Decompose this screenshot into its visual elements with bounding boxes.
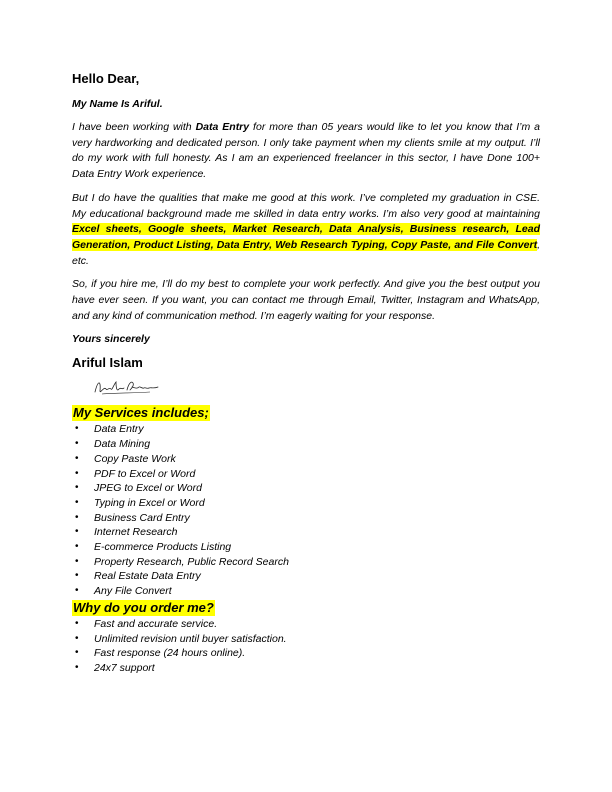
paragraph-experience (72, 120, 540, 183)
list-item (72, 481, 540, 496)
para2-before: But I do have the qualities that make me good at this work. I’ve completed my graduation in CSE. My educational background made me skilled in data entry works. I’m also very good at maintaining (72, 191, 540, 220)
services-heading: My Services includes; (73, 405, 209, 421)
paragraph-qualities (72, 191, 540, 270)
services-list (72, 422, 540, 598)
bullet-icon: • (75, 617, 79, 629)
closing: Yours sincerely (72, 333, 150, 346)
why-heading: Why do you order me? (73, 599, 214, 615)
list-item-text: Typing in Excel or Word (94, 496, 205, 509)
list-item (72, 617, 540, 632)
list-item (72, 437, 540, 452)
list-item-text: PDF to Excel or Word (94, 467, 196, 480)
skills-highlight: Excel sheets, Google sheets, Market Research, Data Analysis, Business research, Lead Generation, Product Listing, Data Entry, Web Research Typing, Copy Paste, and File Convert (72, 223, 540, 251)
list-item (72, 632, 540, 647)
list-item-text: 24x7 support (94, 661, 155, 674)
bullet-icon: • (75, 482, 79, 494)
list-item-text: Copy Paste Work (94, 452, 176, 465)
why-list (72, 617, 540, 676)
para2-after: , etc. (72, 238, 540, 267)
letter-content (72, 70, 540, 676)
list-item (72, 646, 540, 661)
list-item-text: Data Entry (94, 423, 144, 436)
paragraph-hire: So, if you hire me, I’ll do my best to complete your work perfectly. And give you the best output you have ever seen. If you want, you can contact me through Email, Twitter, Instagram and WhatsApp, and any kind of communication method. I’m eagerly waiting for your response. (72, 278, 540, 322)
list-item-text: Fast and accurate service. (94, 617, 218, 630)
list-item (72, 584, 540, 599)
bullet-icon: • (75, 647, 79, 659)
list-item (72, 661, 540, 676)
list-item-text: JPEG to Excel or Word (94, 482, 202, 495)
bullet-icon: • (75, 632, 79, 644)
list-item-text: Internet Research (94, 526, 178, 539)
bullet-icon: • (75, 661, 79, 673)
bullet-icon: • (75, 496, 79, 508)
list-item (72, 569, 540, 584)
bullet-icon: • (75, 511, 79, 523)
list-item-text: E-commerce Products Listing (94, 541, 232, 554)
list-item (72, 555, 540, 570)
list-item-text: Any File Convert (94, 585, 172, 598)
para1-bold: Data Entry (195, 121, 250, 133)
list-item (72, 422, 540, 437)
bullet-icon: • (75, 467, 79, 479)
author-name: Ariful Islam (72, 355, 143, 371)
greeting: Hello Dear, (72, 71, 140, 86)
list-item (72, 540, 540, 555)
bullet-icon: • (75, 423, 79, 435)
para1-after: for more than 05 years would like to let you know that I’m a very hardworking and dedicated person. I only take payment when my clients smile at my output. I’ll do my work with full honesty. As I am an experienced freelancer in this sector, I have Done 100+ Data Entry Work experience. (72, 121, 541, 181)
bullet-icon: • (75, 452, 79, 464)
signature-icon (92, 376, 162, 398)
list-item (72, 496, 540, 511)
list-item (72, 525, 540, 540)
signature-image (92, 376, 540, 400)
list-item-text: Real Estate Data Entry (94, 570, 201, 583)
bullet-icon: • (75, 570, 79, 582)
list-item-text: Fast response (24 hours online). (94, 647, 246, 660)
bullet-icon: • (75, 541, 79, 553)
bullet-icon: • (75, 555, 79, 567)
list-item (72, 467, 540, 482)
why-section (72, 599, 540, 676)
bullet-icon: • (75, 438, 79, 450)
bullet-icon: • (75, 585, 79, 597)
list-item-text: Unlimited revision until buyer satisfaction. (94, 632, 287, 645)
para1-before: I have been working with (72, 121, 196, 133)
list-item-text: Data Mining (94, 438, 151, 451)
list-item-text: Property Research, Public Record Search (94, 555, 289, 568)
list-item-text: Business Card Entry (94, 511, 190, 524)
intro-line: My Name Is Ariful. (72, 98, 163, 110)
list-item (72, 452, 540, 467)
list-item (72, 511, 540, 526)
bullet-icon: • (75, 526, 79, 538)
services-section (72, 404, 540, 598)
